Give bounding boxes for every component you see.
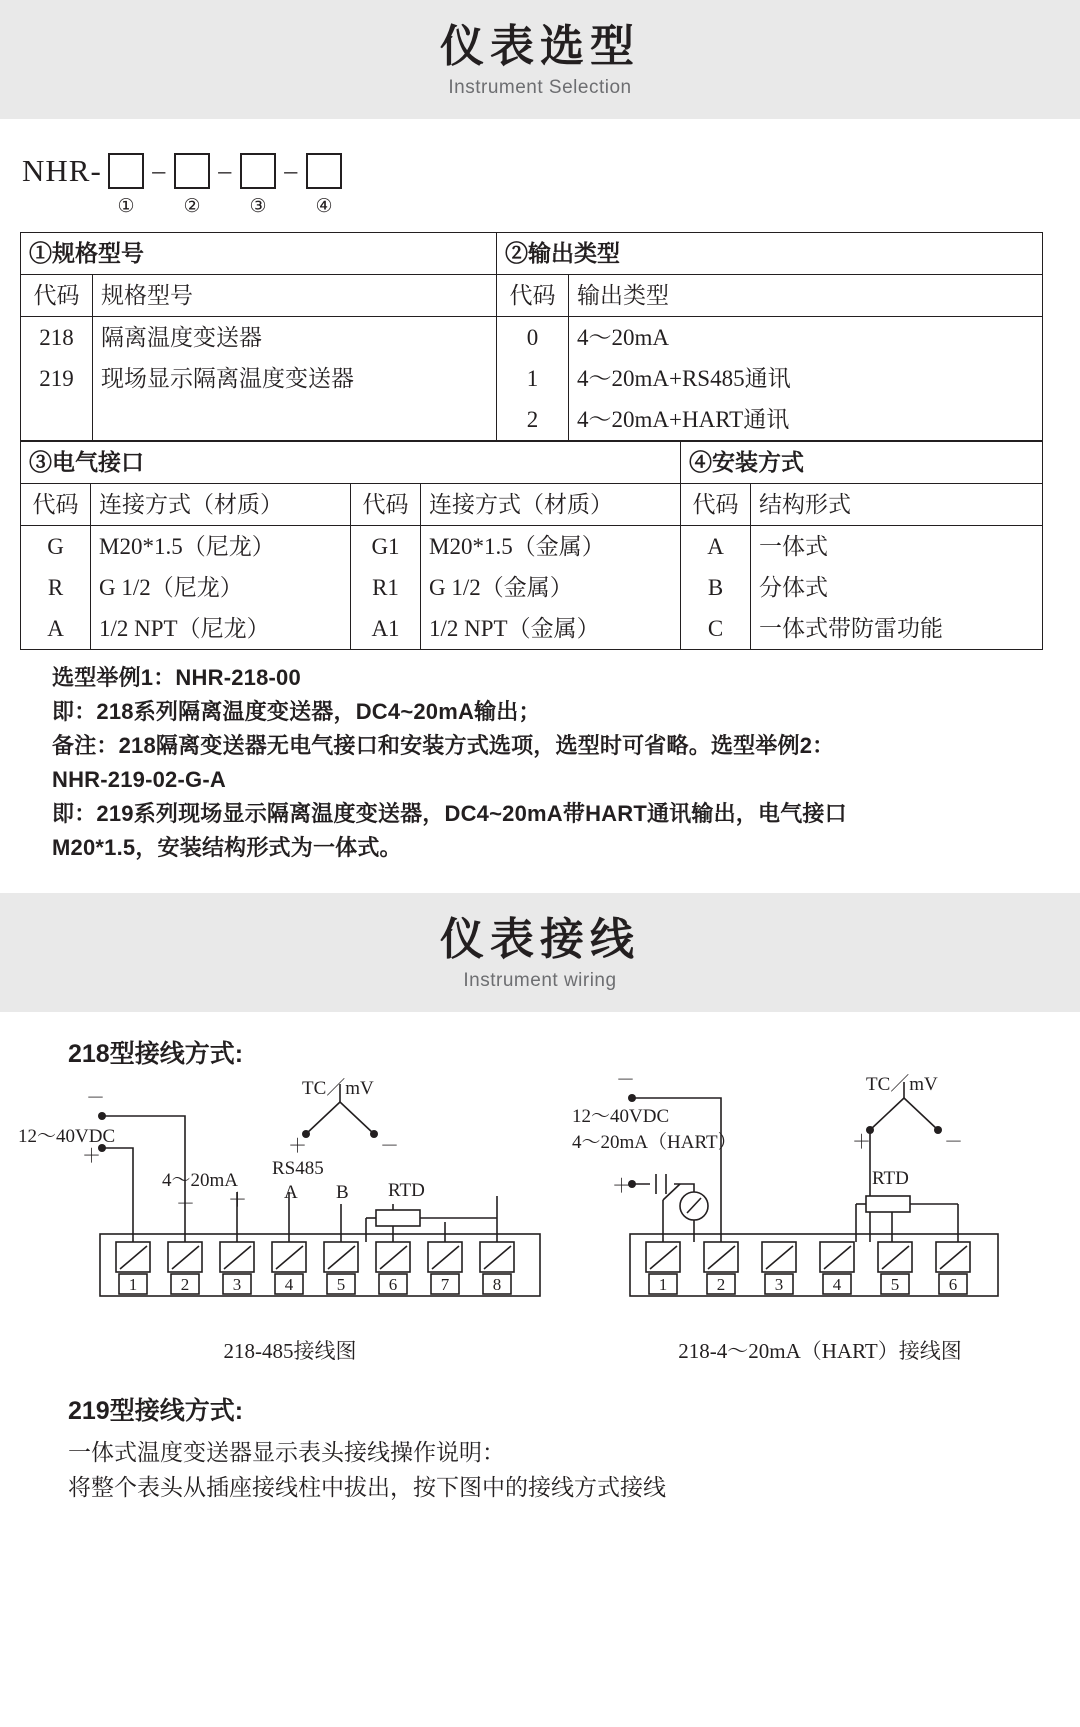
label-tc-mv-left: TC／mV xyxy=(302,1078,374,1099)
label-tc-plus-right: ＋ xyxy=(852,1132,872,1153)
table1-col-output: 输出类型 xyxy=(569,274,1043,316)
terminal-5: 5 xyxy=(890,1275,900,1294)
table-row xyxy=(21,608,1043,650)
note-line-1: 选型举例1：NHR-218-00 xyxy=(52,665,301,691)
table2-code-b-0: G1 xyxy=(351,525,421,567)
table1-col-code-right: 代码 xyxy=(497,274,569,316)
table2-code-a-1: R xyxy=(21,567,91,608)
code-box-2[interactable] xyxy=(174,153,210,189)
terminal-4: 4 xyxy=(284,1275,294,1294)
table2-head-right: ④安装方式 xyxy=(681,441,1043,483)
table2-conn-a-2: 1/2 NPT（尼龙） xyxy=(91,608,351,650)
code-marker-4: ④ xyxy=(315,195,333,217)
spec-table-1 xyxy=(20,232,1043,441)
table-row xyxy=(21,399,1043,441)
label-rs485: RS485 xyxy=(272,1158,324,1179)
table2-struct-0: 一体式 xyxy=(751,525,1043,567)
label-tc-mv-right: TC／mV xyxy=(866,1074,938,1095)
section-title-cn: 仪表选型 xyxy=(440,22,640,71)
wiring-diagram-218-hart xyxy=(570,1074,1070,1365)
label-supply-left: 12～40VDC xyxy=(18,1126,116,1147)
spec-table-2 xyxy=(20,441,1043,650)
note-line-6: M20*1.5，安装结构形式为一体式。 xyxy=(52,834,402,860)
code-dash-1: – xyxy=(152,155,166,185)
table1-left-name-0: 隔离温度变送器 xyxy=(93,316,497,358)
wiring-title-en: Instrument wiring xyxy=(463,970,617,991)
label-supply-minus: － xyxy=(86,1088,106,1109)
code-box-4[interactable] xyxy=(306,153,342,189)
code-marker-2: ② xyxy=(183,195,201,217)
table1-right-code-0: 0 xyxy=(497,316,569,358)
label-tc-plus-left: ＋ xyxy=(288,1136,308,1157)
code-box-3[interactable] xyxy=(240,153,276,189)
label-rtd-right: RTD xyxy=(872,1168,909,1189)
table-row xyxy=(21,358,1043,399)
table1-left-code-0: 218 xyxy=(21,316,93,358)
table2-conn-b-1: G 1/2（金属） xyxy=(421,567,681,608)
table1-col-code-left: 代码 xyxy=(21,274,93,316)
code-marker-3: ③ xyxy=(249,195,267,217)
terminal-3: 3 xyxy=(774,1275,784,1294)
table-row xyxy=(21,525,1043,567)
table-row xyxy=(21,316,1043,358)
terminal-1: 1 xyxy=(658,1275,668,1294)
wiring-desc-219 xyxy=(0,1435,1080,1504)
table2-struct-2: 一体式带防雷功能 xyxy=(751,608,1043,650)
code-dash-3: – xyxy=(284,155,298,185)
wiring-subtitle-218: 218型接线方式: xyxy=(68,1040,244,1068)
label-supply-right: 12～40VDC xyxy=(572,1106,670,1127)
code-markers xyxy=(22,195,1080,218)
table2-col-code-b: 代码 xyxy=(351,483,421,525)
label-tc-minus-right: － xyxy=(944,1132,964,1153)
table2-struct-1: 分体式 xyxy=(751,567,1043,608)
table1-right-code-1: 1 xyxy=(497,358,569,399)
spec-table-1-wrap xyxy=(0,218,1080,441)
table2-conn-a-1: G 1/2（尼龙） xyxy=(91,567,351,608)
table2-col-conn-a: 连接方式（材质） xyxy=(91,483,351,525)
table2-head-left: ③电气接口 xyxy=(21,441,681,483)
wiring-title-cn: 仪表接线 xyxy=(440,915,640,965)
table2-code-b-1: R1 xyxy=(351,567,421,608)
table2-code-c-1: B xyxy=(681,567,751,608)
selection-notes xyxy=(0,650,1080,863)
terminal-7: 7 xyxy=(440,1275,450,1294)
table-row xyxy=(21,274,1043,316)
table1-head-left: ①规格型号 xyxy=(21,232,497,274)
table2-col-struct: 结构形式 xyxy=(751,483,1043,525)
code-box-1[interactable] xyxy=(108,153,144,189)
section-banner-wiring xyxy=(0,893,1080,1012)
terminal-6: 6 xyxy=(388,1275,398,1294)
terminal-1: 1 xyxy=(128,1275,138,1294)
label-rtd-left: RTD xyxy=(388,1180,425,1201)
table2-conn-b-0: M20*1.5（金属） xyxy=(421,525,681,567)
table2-code-a-2: A xyxy=(21,608,91,650)
wiring-diagram-218-485 xyxy=(10,1074,570,1365)
spacer xyxy=(0,865,1080,893)
terminal-5: 5 xyxy=(336,1275,346,1294)
section-title-en: Instrument Selection xyxy=(448,76,632,98)
table2-code-c-0: A xyxy=(681,525,751,567)
table2-code-b-2: A1 xyxy=(351,608,421,650)
table2-conn-a-0: M20*1.5（尼龙） xyxy=(91,525,351,567)
label-supply-plus: ＋ xyxy=(82,1146,102,1167)
note-line-5: 即：219系列现场显示隔离温度变送器，DC4~20mA带HART通讯输出，电气接口 xyxy=(52,800,847,826)
label-4-20ma: 4～20mA xyxy=(162,1170,239,1191)
section-banner-selection xyxy=(0,0,1080,119)
table2-code-c-2: C xyxy=(681,608,751,650)
table1-right-name-1: 4～20mA+RS485通讯 xyxy=(569,358,1043,399)
wiring-diagrams xyxy=(0,1074,1080,1365)
note-line-3: 备注：218隔离变送器无电气接口和安装方式选项，选型时可省略。选型举例2： xyxy=(52,732,835,758)
table2-col-conn-b: 连接方式（材质） xyxy=(421,483,681,525)
caption-diagram-485: 218-485接线图 xyxy=(223,1339,357,1363)
table-row xyxy=(21,567,1043,608)
table1-right-name-2: 4～20mA+HART通讯 xyxy=(569,399,1043,441)
label-rs485-b: B xyxy=(336,1182,349,1203)
label-supply-plus-right: ＋ xyxy=(612,1176,632,1197)
table2-code-a-0: G xyxy=(21,525,91,567)
table1-left-code-1: 219 xyxy=(21,358,93,399)
model-code-area xyxy=(0,119,1080,218)
wiring-subtitle-219: 219型接线方式: xyxy=(68,1397,244,1425)
terminal-8: 8 xyxy=(492,1275,502,1294)
label-tc-minus-left: － xyxy=(380,1136,400,1157)
wiring-section xyxy=(0,1012,1080,1504)
table1-col-spec: 规格型号 xyxy=(93,274,497,316)
desc-line-2: 将整个表头从插座接线柱中拔出，按下图中的接线方式接线 xyxy=(68,1473,666,1500)
table2-conn-b-2: 1/2 NPT（金属） xyxy=(421,608,681,650)
diagram-485-svg xyxy=(10,1074,570,1324)
model-code-row xyxy=(22,153,1080,189)
desc-line-1: 一体式温度变送器显示表头接线操作说明： xyxy=(68,1439,505,1465)
terminal-2: 2 xyxy=(180,1275,190,1294)
table1-left-name-2 xyxy=(93,399,497,441)
table1-left-name-1: 现场显示隔离温度变送器 xyxy=(93,358,497,399)
table2-col-code-a: 代码 xyxy=(21,483,91,525)
table-row xyxy=(21,232,1043,274)
note-line-4: NHR-219-02-G-A xyxy=(52,766,226,792)
terminal-3: 3 xyxy=(232,1275,242,1294)
table-row xyxy=(21,483,1043,525)
table1-head-right: ②输出类型 xyxy=(497,232,1043,274)
table1-right-name-0: 4～20mA xyxy=(569,316,1043,358)
terminal-4: 4 xyxy=(832,1275,842,1294)
label-supply-minus-right: － xyxy=(616,1074,636,1091)
model-prefix: NHR- xyxy=(22,152,102,188)
label-ma-minus: － xyxy=(176,1194,196,1215)
diagram-hart-svg xyxy=(570,1074,1070,1324)
terminal-6: 6 xyxy=(948,1275,958,1294)
caption-diagram-hart: 218-4～20mA（HART）接线图 xyxy=(678,1339,962,1363)
terminal-2: 2 xyxy=(716,1275,726,1294)
spec-table-2-wrap xyxy=(0,441,1080,650)
label-rs485-a: A xyxy=(284,1182,298,1203)
code-dash-2: – xyxy=(218,155,232,185)
code-marker-1: ① xyxy=(117,195,135,217)
table-row xyxy=(21,441,1043,483)
table2-col-code-c: 代码 xyxy=(681,483,751,525)
label-ma-plus: ＋ xyxy=(228,1190,248,1211)
label-hart: 4～20mA（HART） xyxy=(572,1132,737,1153)
table1-left-code-2 xyxy=(21,399,93,441)
note-line-2: 即：218系列隔离温度变送器，DC4~20mA输出； xyxy=(52,698,541,724)
table1-right-code-2: 2 xyxy=(497,399,569,441)
